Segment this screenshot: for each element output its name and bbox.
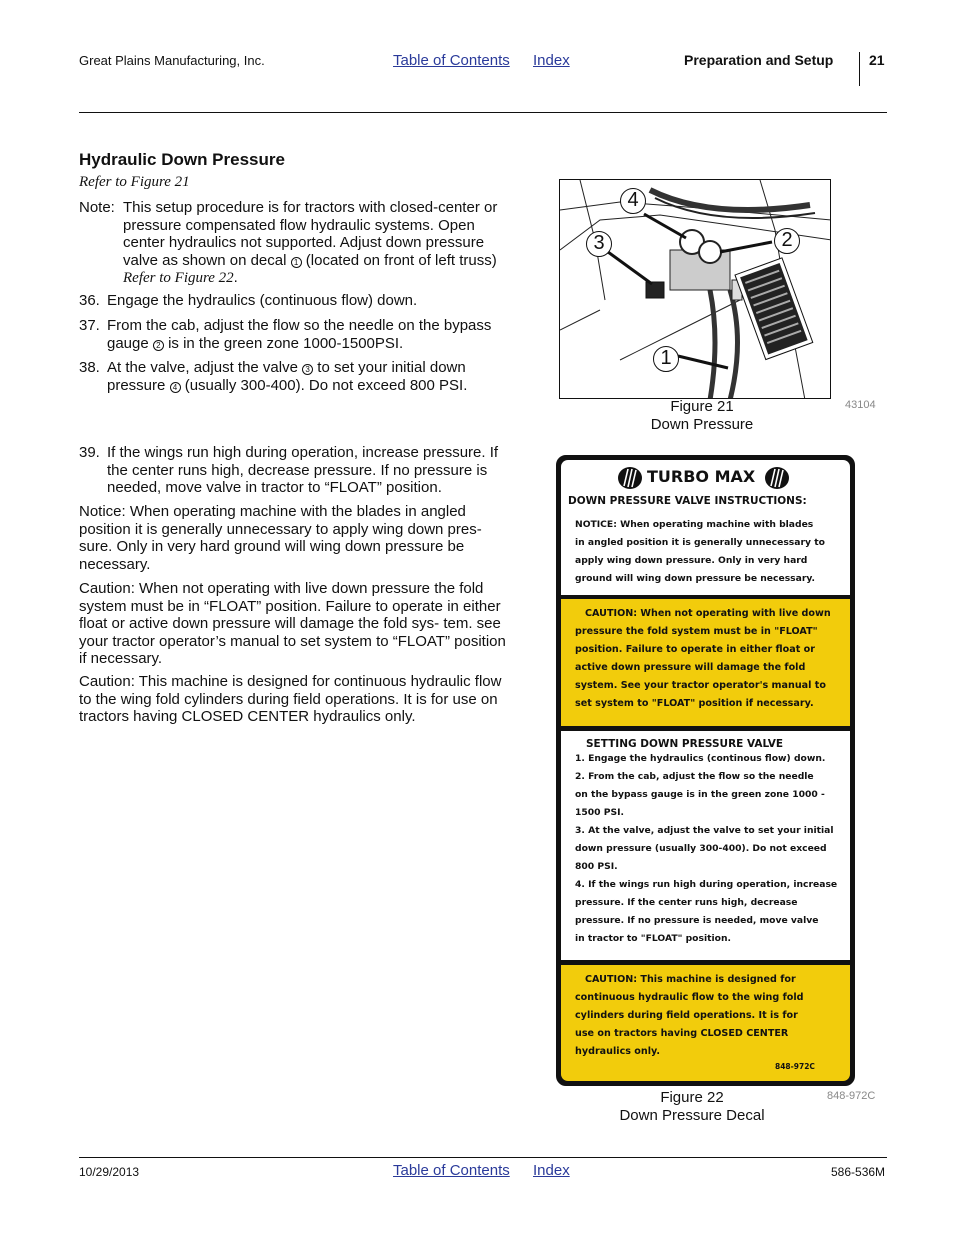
- decal-setting-line-5: 3. At the valve, adjust the valve to set your initial: [575, 825, 834, 836]
- figure-21-code: 43104: [845, 399, 876, 411]
- header-rule: [79, 112, 887, 113]
- notice-paragraph: Notice: When operating machine with the blades in angled position it is generally unnecessary to apply wing down pres- sure. Only in very hard ground will wing down pressure be necessary.: [79, 503, 482, 573]
- figure-22-code: 848-972C: [827, 1090, 876, 1102]
- note-label: Note:: [79, 199, 115, 216]
- decal-caution1-line-5: system. See your tractor operator's manual to: [575, 680, 826, 691]
- down-pressure-decal: [556, 455, 855, 1086]
- decal-notice-line-2: in angled position it is generally unnecessary to: [575, 537, 825, 548]
- decal-caution-section-2: [561, 965, 850, 1081]
- figure-21-caption: Figure 21 Down Pressure: [650, 398, 754, 433]
- decal-setting-heading: SETTING DOWN PRESSURE VALVE: [586, 738, 784, 750]
- decal-heading: DOWN PRESSURE VALVE INSTRUCTIONS:: [568, 495, 807, 507]
- index-link-header[interactable]: Index: [533, 52, 570, 69]
- footer-date: 10/29/2013: [79, 1165, 140, 1179]
- decal-caution1-line-4: active down pressure will damage the fold: [575, 662, 806, 673]
- decal-setting-line-1: 1. Engage the hydraulics (continous flow) down.: [575, 753, 826, 764]
- decal-setting-line-6: down pressure (usually 300-400). Do not exceed: [575, 843, 827, 854]
- decal-caution2-line-3: cylinders during field operations. It is for: [575, 1010, 798, 1021]
- note-text: This setup procedure is for tractors with closed-center or pressure compensated flow hydraulic systems. Open center hydraulics not supported. Adjust down pressure valve as shown on decal 1 (located on front of left truss) Refer to Figure 22.: [123, 199, 498, 286]
- decal-setting-line-7: 800 PSI.: [575, 861, 618, 872]
- turbo-max-logo-icon: [617, 466, 643, 490]
- decal-setting-line-4: 1500 PSI.: [575, 807, 625, 818]
- callout-2: 2: [774, 228, 800, 254]
- decal-caution2-line-2: continuous hydraulic flow to the wing fold: [575, 992, 804, 1003]
- section-title: Preparation and Setup: [684, 52, 834, 68]
- callout-1: 1: [653, 346, 679, 372]
- company-name: Great Plains Manufacturing, Inc.: [79, 53, 265, 68]
- callout-2-marker: 2: [153, 340, 164, 351]
- toc-link-header[interactable]: Table of Contents: [393, 52, 510, 69]
- callout-4: 4: [620, 188, 646, 214]
- decal-notice-line-1: NOTICE: When operating machine with blades: [575, 519, 814, 530]
- footer-rule: [79, 1157, 887, 1158]
- decal-brand: TURBO MAX: [647, 467, 756, 486]
- figure-21-image: [559, 179, 831, 399]
- decal-notice-line-4: ground will wing down pressure be necessary.: [575, 573, 816, 584]
- decal-setting-line-3: on the bypass gauge is in the green zone 1000 -: [575, 789, 825, 800]
- refer-figure-21: Refer to Figure 21: [79, 174, 190, 190]
- callout-4-marker: 4: [170, 382, 181, 393]
- down-pressure-valve-illustration: [560, 180, 831, 399]
- page-number: 21: [869, 52, 885, 68]
- decal-setting-line-11: in tractor to "FLOAT" position.: [575, 933, 731, 944]
- decal-caution2-line-1: CAUTION: This machine is designed for: [585, 974, 796, 985]
- figure-22-caption: Figure 22 Down Pressure Decal: [619, 1089, 765, 1124]
- turbo-max-logo-icon-right: [764, 466, 790, 490]
- decal-caution2-line-5: hydraulics only.: [575, 1046, 661, 1057]
- decal-caution2-line-4: use on tractors having CLOSED CENTER: [575, 1028, 789, 1039]
- decal-setting-line-8: 4. If the wings run high during operation, increase: [575, 879, 838, 890]
- refer-figure-22: Refer to Figure 22: [123, 270, 234, 286]
- toc-link-footer[interactable]: Table of Contents: [393, 1162, 510, 1179]
- footer-doc-number: 586-536M: [831, 1165, 886, 1179]
- decal-caution1-line-6: set system to "FLOAT" position if necessary.: [575, 698, 814, 709]
- decal-caution-section-1: [561, 599, 850, 726]
- decal-setting-section: [561, 731, 850, 960]
- decal-caution1-line-1: CAUTION: When not operating with live down: [585, 608, 831, 619]
- setup-note: [79, 199, 509, 289]
- decal-part-number: 848-972C: [775, 1062, 815, 1071]
- index-link-footer[interactable]: Index: [533, 1162, 570, 1179]
- decal-setting-line-2: 2. From the cab, adjust the flow so the needle: [575, 771, 814, 782]
- header-divider: [859, 52, 860, 86]
- decal-caution1-line-3: position. Failure to operate in either float or: [575, 644, 815, 655]
- decal-setting-line-9: pressure. If the center runs high, decrease: [575, 897, 798, 908]
- callout-1-marker: 1: [291, 257, 302, 268]
- page-title: Hydraulic Down Pressure: [79, 150, 285, 169]
- caution-paragraph-1: Caution: When not operating with live down pressure the fold system must be in “FLOAT” position. Failure to operate in either float or active down pressure will damage the fold sys- tem. see your tractor operator’s manual to set system to “FLOAT” position if necessary.: [79, 580, 506, 667]
- caution-paragraph-2: Caution: This machine is designed for continuous hydraulic flow to the wing fold cylinders during field operations. It is for use on tractors having CLOSED CENTER hydraulics only.: [79, 673, 502, 725]
- decal-notice-line-3: apply wing down pressure. Only in very hard: [575, 555, 808, 566]
- callout-3-marker: 3: [302, 364, 313, 375]
- steps-list: 36. Engage the hydraulics (continuous flow) down. 37. From the cab, adjust the flow so the needle on the bypass gauge 2 is in the green zone 1000-1500PSI. 38. At the valve, adjust the valve 3 to set your initial down pressure 4 (usually 300-400). Do not exceed 800 PSI.: [79, 292, 492, 394]
- callout-3: 3: [586, 231, 612, 257]
- decal-caution1-line-2: pressure the fold system must be in "FLOAT": [575, 626, 818, 637]
- decal-notice-section: [561, 460, 850, 595]
- step-39: 39. If the wings run high during operation, increase pressure. If the center runs high, decrease pressure. If no pressure is needed, move valve in tractor to “FLOAT” position.: [79, 444, 499, 496]
- decal-setting-line-10: pressure. If no pressure is needed, move valve: [575, 915, 819, 926]
